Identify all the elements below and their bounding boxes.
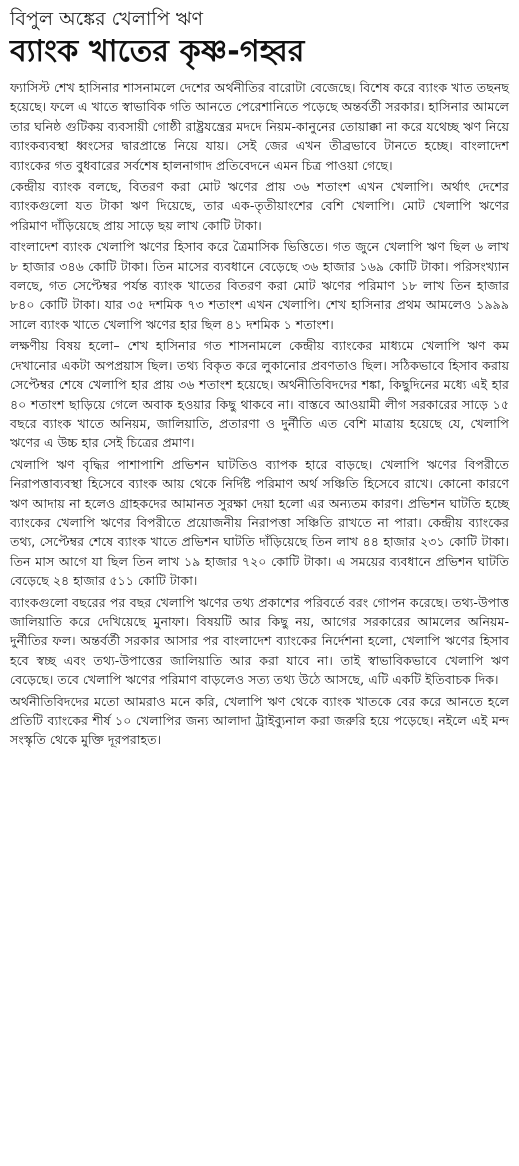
- headline: ব্যাংক খাতের কৃষ্ণ-গহ্বর: [10, 34, 305, 69]
- paragraph-1: ফ্যাসিস্ট শেখ হাসিনার শাসনামলে দেশের অর্থনীতির বারোটা বেজেছে। বিশেষ করে ব্যাংক খাত তছনছ হয়েছে। ফলে এ খাতে স্বাভাবিক গতি আনতে পেরেশানিতে পড়েছে অন্তর্বর্তী সরকার। হাসিনার আমলে তার ঘনিষ্ঠ গুটিকয় ব্যবসায়ী গোষ্ঠী রাষ্ট্রযন্ত্রের মদদে নিয়ম-কানুনের তোয়াক্কা না করে যথেচ্ছ ঋণ নিয়ে ব্যাংকব্যবস্থা ধ্বংসের দ্বারপ্রান্তে নিয়ে যায়। সেই জের এখন তীব্রভাবে টানতে হচ্ছে। বাংলাদেশ ব্যাংকের গত বুধবারের সর্বশেষ হালনাগাদ প্রতিবেদনে এমন চিত্র পাওয়া গেছে।: [10, 80, 509, 173]
- paragraph-7: অর্থনীতিবিদদের মতো আমরাও মনে করি, খেলাপি ঋণ থেকে ব্যাংক খাতকে বের করে আনতে হলে প্রতিটি ব্যাংকের শীর্ষ ১০ খেলাপির জন্য আলাদা ট্রাইব্যুনাল করা জরুরি হয়ে পড়েছে। নইলে এই মন্দ সংস্কৃতি থেকে মুক্তি দূরপরাহত।: [10, 693, 509, 748]
- paragraph-3: বাংলাদেশ ব্যাংক খেলাপি ঋণের হিসাব করে ত্রৈমাসিক ভিত্তিতে। গত জুনে খেলাপি ঋণ ছিল ৬ লাখ ৮ হাজার ৩৪৬ কোটি টাকা। তিন মাসের ব্যবধানে বেড়েছে ৩৬ হাজার ১৬৯ কোটি টাকা। পরিসংখ্যান বলছে, গত সেপ্টেম্বর পর্যন্ত ব্যাংক খাতের বিতরণ করা মোট ঋণের পরিমাণ ১৮ লাখ তিন হাজার ৮৪০ কোটি টাকা। যার ৩৫ দশমিক ৭৩ শতাংশ এখন খেলাপি। শেখ হাসিনার প্রথম আমলেও ১৯৯৯ সালে ব্যাংক খাতে খেলাপি ঋণের হার ছিল ৪১ দশমিক ১ শতাংশ।: [10, 239, 509, 332]
- paragraph-2: কেন্দ্রীয় ব্যাংক বলছে, বিতরণ করা মোট ঋণের প্রায় ৩৬ শতাংশ এখন খেলাপি। অর্থাৎ দেশের ব্যাংকগুলো যত টাকা ঋণ দিয়েছে, তার এক-তৃতীয়াংশের বেশি খেলাপি। মোট খেলাপি ঋণের পরিমাণ দাঁড়িয়েছে প্রায় সাড়ে ছয় লাখ কোটি টাকা।: [10, 179, 509, 233]
- paragraph-6: ব্যাংকগুলো বছরের পর বছর খেলাপি ঋণের তথ্য প্রকাশের পরিবর্তে বরং গোপন করেছে। তথ্য-উপাত্ত জালিয়াতি করে দেখিয়েছে মুনাফা। বিষয়টি আর কিছু নয়, আগের সরকারের আমলের অনিয়ম-দুর্নীতির ফল। অন্তর্বর্তী সরকার আসার পর বাংলাদেশ ব্যাংকের নির্দেশনা হলো, খেলাপি ঋণের হিসাব হবে স্বচ্ছ এবং তথ্য-উপাত্তের জালিয়াতি আর করা যাবে না। তাই স্বাভাবিকভাবে খেলাপি ঋণ বেড়েছে। তবে খেলাপি ঋণের পরিমাণ বাড়লেও সত্য তথ্য উঠে আসছে, এটি একটি ইতিবাচক দিক।: [10, 594, 509, 688]
- kicker-heading: বিপুল অঙ্কের খেলাপি ঋণ: [10, 8, 203, 30]
- paragraph-4: লক্ষণীয় বিষয় হলো– শেখ হাসিনার গত শাসনামলে কেন্দ্রীয় ব্যাংকের মাধ্যমে খেলাপি ঋণ কম দেখানোর একটা অপপ্রয়াস ছিল। তথ্য বিকৃত করে লুকানোর প্রবণতাও ছিল। সঠিকভাবে হিসাব করায় সেপ্টেম্বর শেষে খেলাপি হার প্রায় ৩৬ শতাংশ হয়েছে। অর্থনীতিবিদদের শঙ্কা, কিছুদিনের মধ্যে এই হার ৪০ শতাংশ ছাড়িয়ে গেলে অবাক হওয়ার কিছু থাকবে না। বাস্তবে আওয়ামী লীগ সরকারের সাড়ে ১৫ বছরে ব্যাংক খাতে অনিয়ম, জালিয়াতি, প্রতারণা ও দুর্নীতি এত বেশি মাত্রায় হয়েছে যে, খেলাপি ঋণের এ উচ্চ হার সেই চিত্রের প্রমাণ।: [10, 338, 509, 451]
- paragraph-5: খেলাপি ঋণ বৃদ্ধির পাশাপাশি প্রভিশন ঘাটতিও ব্যাপক হারে বাড়ছে। খেলাপি ঋণের বিপরীতে নিরাপত্তাব্যবস্থা হিসেবে ব্যাংক আয় থেকে নির্দিষ্ট পরিমাণ অর্থ সঞ্চিতি হিসেবে রাখে। কোনো কারণে ঋণ আদায় না হলেও গ্রাহকদের আমানত সুরক্ষা দেয়া হলো এর অন্যতম কারণ। প্রভিশন ঘাটতি হচ্ছে ব্যাংকের খেলাপি ঋণের বিপরীতে প্রয়োজনীয় নিরাপত্তা সঞ্চিতি রাখতে না পারা। কেন্দ্রীয় ব্যাংকের তথ্য, সেপ্টেম্বর শেষে ব্যাংক খাতে প্রভিশন ঘাটতি দাঁড়িয়েছে তিন লাখ ৪৪ হাজার ২৩১ কোটি টাকা। তিন মাস আগে যা ছিল তিন লাখ ১৯ হাজার ৭২০ কোটি টাকা। এ সময়ের ব্যবধানে প্রভিশন ঘাটতি বেড়েছে ২৪ হাজার ৫১১ কোটি টাকা।: [10, 456, 509, 589]
